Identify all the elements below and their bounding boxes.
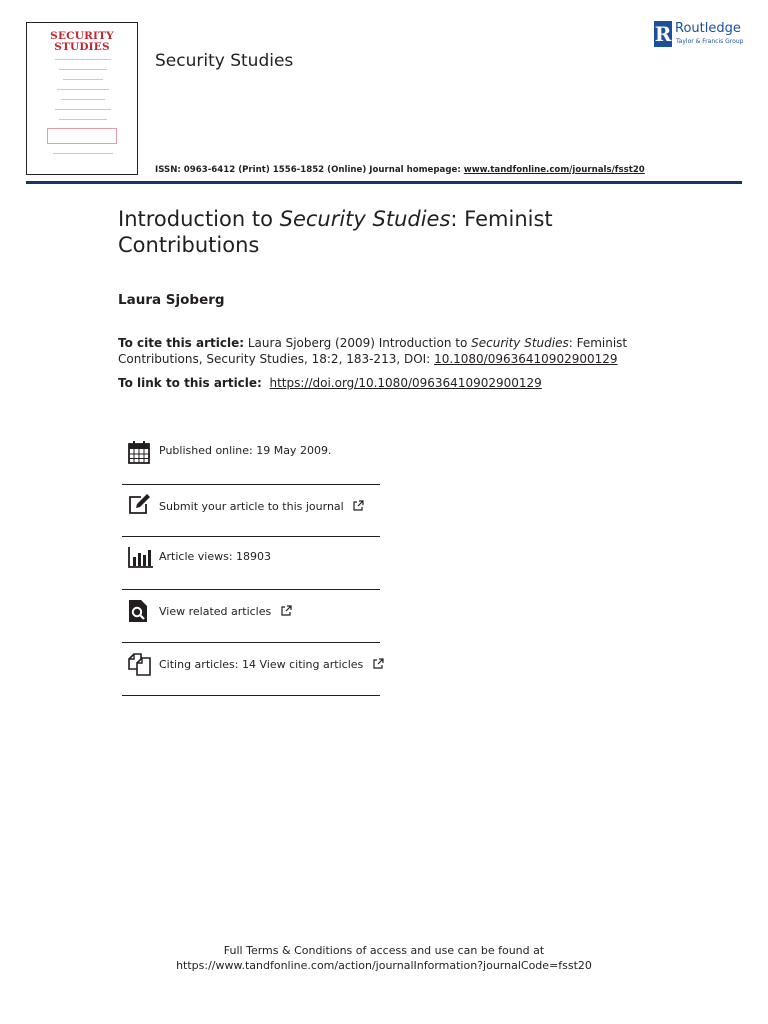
cover-title-line2: STUDIES bbox=[54, 41, 110, 53]
publisher-logo bbox=[654, 21, 754, 51]
external-link-icon bbox=[373, 658, 384, 669]
routledge-r-icon: R bbox=[654, 22, 672, 46]
issn-text: ISSN: 0963-6412 (Print) 1556-1852 (Online) Journal homepage: bbox=[155, 165, 464, 175]
document-search-icon bbox=[127, 598, 155, 624]
header-rule bbox=[26, 181, 742, 184]
submit-item[interactable] bbox=[122, 484, 380, 537]
edit-icon bbox=[127, 492, 155, 518]
submit-article-link[interactable]: Submit your article to this journal bbox=[159, 500, 344, 513]
views-item bbox=[122, 537, 380, 590]
cite-label: To cite this article: bbox=[118, 336, 245, 350]
published-item bbox=[122, 432, 380, 485]
journal-cover-thumbnail bbox=[26, 22, 138, 175]
external-link-icon bbox=[353, 500, 364, 511]
article-link-line bbox=[118, 376, 542, 392]
publisher-name: Routledge bbox=[675, 21, 741, 36]
author-name: Laura Sjoberg bbox=[118, 292, 225, 308]
terms-footer bbox=[0, 943, 768, 973]
citing-item[interactable] bbox=[122, 643, 380, 696]
external-link-icon bbox=[281, 605, 292, 616]
issn-line bbox=[155, 165, 645, 175]
journal-name: Security Studies bbox=[155, 51, 294, 71]
related-item[interactable] bbox=[122, 590, 380, 643]
copy-documents-icon bbox=[127, 651, 155, 677]
publisher-sub: Taylor & Francis Group bbox=[676, 38, 744, 45]
citing-articles-link[interactable]: Citing articles: 14 View citing articles bbox=[159, 658, 364, 671]
related-articles-link[interactable]: View related articles bbox=[159, 605, 272, 618]
calendar-icon bbox=[127, 440, 155, 466]
cover-title-line1: SECURITY bbox=[50, 30, 114, 42]
published-date: Published online: 19 May 2009. bbox=[159, 444, 332, 457]
bar-chart-icon bbox=[127, 545, 155, 571]
article-doi-link[interactable]: https://doi.org/10.1080/09636410902900129 bbox=[269, 376, 542, 390]
footer-line1: Full Terms & Conditions of access and use can be found at bbox=[223, 944, 545, 957]
link-label: To link to this article: bbox=[118, 376, 262, 390]
footer-terms-link[interactable]: https://www.tandfonline.com/action/journalInformation?journalCode=fsst20 bbox=[176, 959, 592, 972]
article-views: Article views: 18903 bbox=[159, 550, 272, 563]
cite-doi-link[interactable]: 10.1080/09636410902900129 bbox=[434, 351, 618, 366]
citation: To cite this article: Laura Sjoberg (2009) Introduction to Security Studies: Feminist Contributions, Security Studies, 18:2, 183-213, DOI: 10.1080/09636410902900129 bbox=[118, 336, 628, 366]
article-title: Introduction to Security Studies: Feminist Contributions bbox=[118, 207, 553, 257]
journal-homepage-link[interactable]: www.tandfonline.com/journals/fsst20 bbox=[463, 165, 645, 175]
